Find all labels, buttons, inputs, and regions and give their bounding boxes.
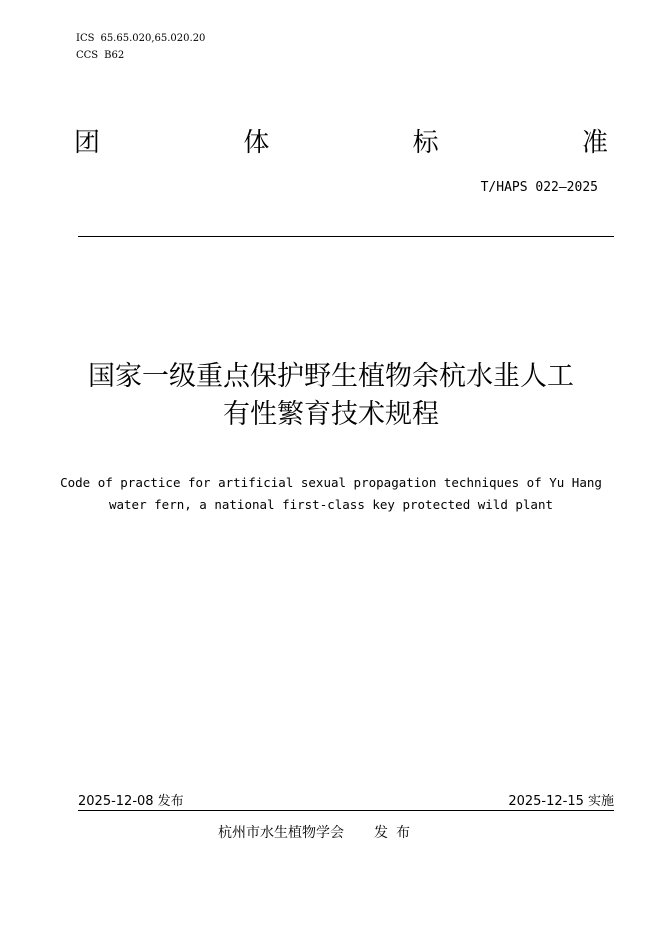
title-en-line-1: Code of practice for artificial sexual propagation techniques of Yu Hang bbox=[60, 475, 602, 490]
issue-date: 2025-12-08 发布 bbox=[78, 794, 184, 809]
implementation-date: 2025-12-15 实施 bbox=[508, 794, 614, 809]
ccs-label: CCS bbox=[76, 50, 99, 61]
publisher-name: 杭州市水生植物学会 bbox=[218, 825, 344, 841]
standard-number: T/HAPS 022—2025 bbox=[480, 180, 598, 195]
standard-type-char: 准 bbox=[581, 128, 608, 158]
standard-type-heading bbox=[74, 126, 608, 160]
title-en-line-2: water fern, a national first-class key protected wild plant bbox=[108, 497, 553, 512]
ics-line bbox=[76, 33, 205, 45]
publisher-action: 发布 bbox=[374, 825, 418, 841]
ccs-code: B62 bbox=[104, 50, 125, 61]
ics-code: 65.65.020,65.020.20 bbox=[100, 33, 206, 44]
ccs-line bbox=[76, 50, 124, 62]
standard-type-char: 标 bbox=[412, 128, 439, 158]
footer-divider bbox=[78, 810, 614, 811]
title-zh-line-1: 国家一级重点保护野生植物余杭水韭人工 bbox=[88, 361, 574, 392]
ics-label: ICS bbox=[76, 33, 95, 44]
title-zh-line-2: 有性繁育技术规程 bbox=[223, 399, 439, 430]
standard-type-char: 团 bbox=[74, 128, 101, 158]
standard-type-char: 体 bbox=[243, 128, 270, 158]
header-divider bbox=[78, 236, 614, 237]
publisher-line bbox=[218, 824, 418, 842]
